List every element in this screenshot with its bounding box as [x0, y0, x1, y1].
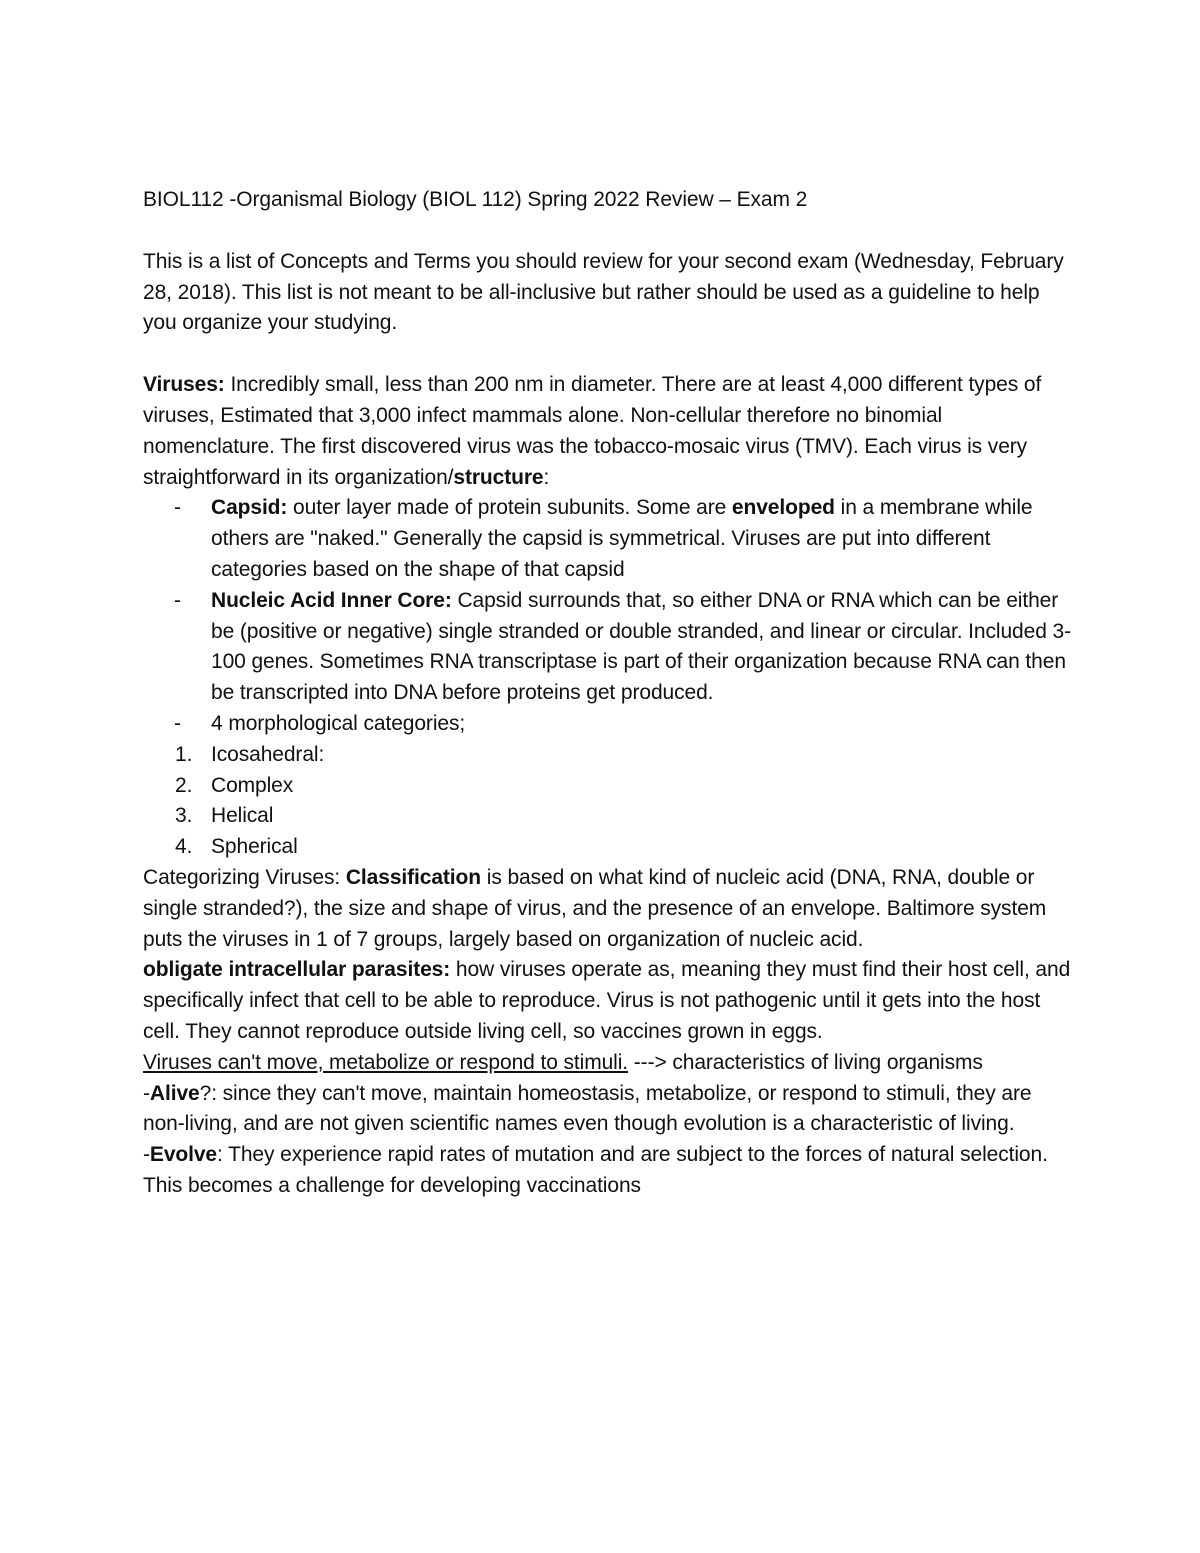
viruses-paragraph — [143, 370, 1073, 493]
nucleic-body: Capsid surrounds that, so either DNA or RNA which can be either be (positive or negative) single stranded or double stranded, and linear or circular. Included 3-100 genes. Sometimes RNA transcriptase is part of their organization because RNA can then be transcripted into DNA before proteins get produced. — [211, 588, 1071, 705]
list-item-label: Spherical — [211, 835, 298, 859]
bullet-dash: - — [174, 711, 181, 735]
list-item-complex — [143, 771, 1073, 802]
nucleic-term: Nucleic Acid Inner Core: — [211, 588, 452, 612]
bullet-nucleic-acid — [143, 586, 1073, 709]
bullet-capsid — [143, 493, 1073, 585]
list-number: 3. — [175, 804, 193, 828]
alive-term: Alive — [149, 1081, 200, 1105]
list-number: 1. — [175, 742, 193, 766]
intro-paragraph: This is a list of Concepts and Terms you should review for your second exam (Wednesday, February 28, 2018). This list is not meant to be all-inclusive but rather should be used as a guideline to help you organize your studying. — [143, 249, 1064, 335]
enveloped-term: enveloped — [731, 496, 835, 520]
evolve-paragraph — [143, 1140, 1073, 1202]
cant-move-text: ---> characteristics of living organisms — [628, 1050, 983, 1074]
list-item-label: Complex — [211, 773, 294, 797]
cant-move-underlined: Viruses can't move, metabolize or respond to stimuli. — [143, 1050, 629, 1074]
alive-text: ?: since they can't move, maintain homeostasis, metabolize, or respond to stimuli, they are non-living, and are not given scientific names even though evolution is a characteristic of living. — [143, 1081, 1032, 1136]
bullet-dash: - — [174, 496, 181, 520]
cant-move-paragraph — [143, 1048, 1073, 1079]
list-number: 4. — [175, 835, 193, 859]
capsid-text-1: outer layer made of protein subunits. Some are — [287, 496, 732, 520]
categorizing-text: is based on what kind of nucleic acid (DNA, RNA, double or single stranded?), the size and shape of virus, and the presence of an envelope. Baltimore system puts the viruses in 1 of 7 groups, largely based on organization of nucleic acid. — [143, 865, 1047, 951]
list-item-spherical — [143, 832, 1073, 863]
evolve-dash: - — [143, 1143, 150, 1167]
list-item-label: Helical — [211, 804, 274, 828]
structure-term: structure — [453, 465, 544, 489]
capsid-text-2: in a membrane while others are "naked." Generally the capsid is symmetrical. Viruses are put into different categories based on the shape of that capsid — [211, 496, 1033, 581]
capsid-term: Capsid: — [211, 496, 288, 520]
evolve-text: : They experience rapid rates of mutation and are subject to the forces of natural selection. This becomes a challenge for developing vaccinations — [143, 1143, 1048, 1197]
obligate-term: obligate intracellular parasites: — [143, 958, 451, 982]
viruses-term: Viruses: — [143, 373, 225, 397]
list-item-label: Icosahedral: — [211, 742, 325, 766]
classification-term: Classification — [345, 865, 482, 889]
alive-paragraph — [143, 1079, 1073, 1141]
viruses-text: Incredibly small, less than 200 nm in diameter. There are at least 4,000 different types of viruses, Estimated that 3,000 infect mammals alone. Non-cellular therefore no binomial nomenclature. The first discovered virus was the tobacco-mosaic virus (TMV). Each virus is very straightforward in its organization/ — [143, 373, 1042, 489]
obligate-paragraph — [143, 955, 1073, 1047]
categorizing-lead: Categorizing Viruses: — [143, 865, 346, 889]
nucleic-text — [211, 586, 1073, 709]
alive-dash: - — [143, 1081, 150, 1105]
evolve-term: Evolve — [149, 1143, 218, 1167]
categorizing-paragraph — [143, 863, 1073, 955]
document-content — [143, 185, 1073, 1202]
bullet-morphological — [143, 709, 1073, 740]
list-number: 2. — [175, 773, 193, 797]
obligate-text: how viruses operate as, meaning they must find their host cell, and specifically infect that cell to be able to reproduce. Virus is not pathogenic until it gets into the host cell. They cannot reproduce outside living cell, so vaccines grown in eggs. — [143, 958, 1071, 1043]
capsid-text — [211, 493, 1073, 585]
document-title: BIOL112 -Organismal Biology (BIOL 112) Spring 2022 Review – Exam 2 — [143, 188, 808, 211]
list-item-helical — [143, 801, 1073, 832]
viruses-text-end: : — [543, 465, 550, 489]
list-item-icosahedral — [143, 740, 1073, 771]
morphological-text: 4 morphological categories; — [211, 711, 466, 735]
bullet-dash: - — [174, 588, 181, 612]
